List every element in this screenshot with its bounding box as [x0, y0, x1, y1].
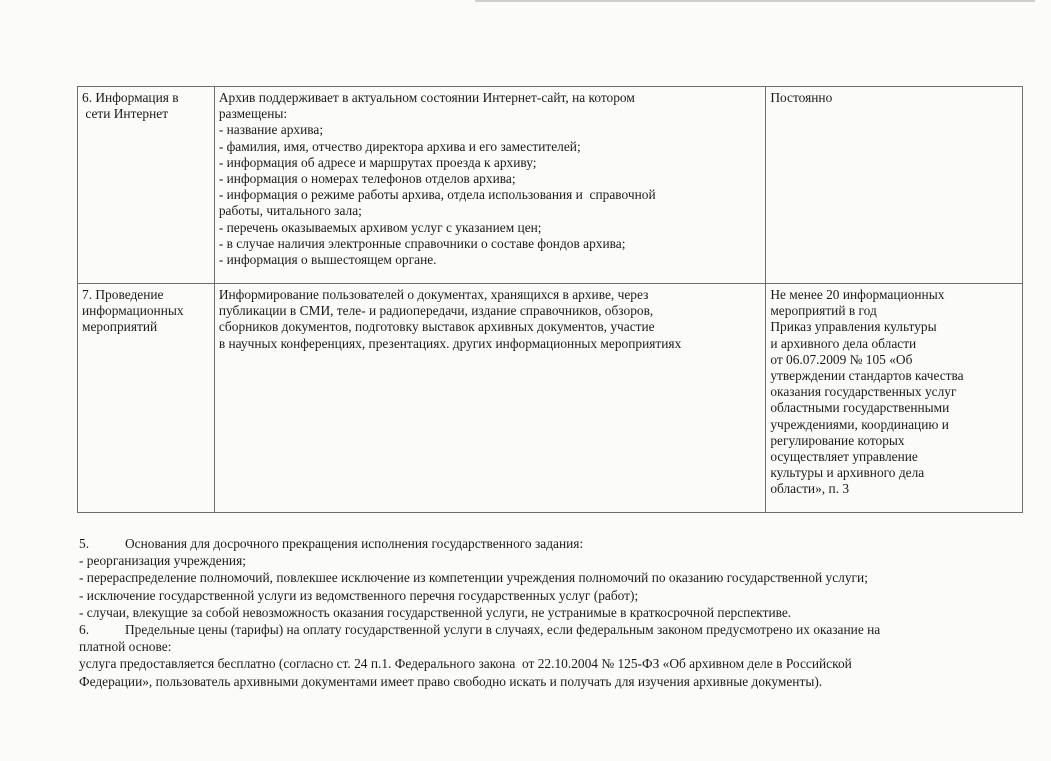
section-heading-text: Предельные цены (тарифы) на оплату государственной услуги в случаях, если федеральным законом предусмотрено их оказание на [125, 622, 881, 637]
content-line: Информирование пользователей о документах, хранящихся в архиве, через [218, 287, 649, 302]
row-frequency-cell [766, 284, 1023, 513]
table-row [78, 284, 1023, 513]
table-row [78, 87, 1023, 284]
frequency-line: от 06.07.2009 № 105 «Об [770, 351, 913, 367]
content-line: работы, читального зала; [218, 203, 362, 219]
content-line: публикации в СМИ, теле- и радиопередачи, издание справочников, обзоров, [218, 303, 654, 319]
frequency-line: учреждениями, координацию и [770, 416, 949, 432]
section-heading [79, 535, 1009, 552]
row-frequency-cell [766, 87, 1023, 284]
frequency-line: Постоянно [770, 90, 833, 105]
list-item: - исключение государственной услуги из ведомственного перечня государственных услуг (работ); [79, 587, 639, 603]
frequency-line: мероприятий в год [770, 303, 877, 319]
row-title: 7. Проведение [82, 287, 164, 302]
content-line: в научных конференциях, презентациях. других информационных мероприятиях [218, 335, 682, 351]
section-number: 5. [79, 536, 90, 551]
content-line: - название архива; [218, 122, 324, 138]
frequency-line: регулирование которых [770, 432, 905, 448]
section-heading-continued: платной основе: [79, 639, 172, 655]
content-line: - информация о номерах телефонов отделов архива; [218, 171, 516, 187]
paragraph-line: услуга предоставляется бесплатно (согласно ст. 24 п.1. Федерального закона от 22.10.2004 № 125-ФЗ «Об архивном деле в Российской [79, 656, 852, 672]
content-line: - в случае наличия электронные справочники о составе фондов архива; [218, 235, 626, 251]
section-price-limits [79, 621, 1009, 690]
content-line: сборников документов, подготовку выставок архивных документов, участие [218, 319, 655, 335]
frequency-line: оказания государственных услуг [770, 384, 957, 400]
list-item: - реорганизация учреждения; [79, 553, 246, 569]
frequency-line: Приказ управления культуры [770, 319, 937, 335]
paragraph-line: Федерации», пользователь архивными документами имеет право свободно искать и получать для изучения архивные документы). [79, 673, 823, 689]
content-line: размещены: [218, 106, 288, 122]
content-line: Архив поддерживает в актуальном состоянии Интернет-сайт, на котором [218, 90, 635, 105]
content-line: - информация об адресе и маршрутах проезда к архиву; [218, 154, 537, 170]
service-quality-table [77, 86, 1023, 513]
frequency-line: осуществляет управление [770, 449, 918, 465]
list-item: - перераспределение полномочий, повлекшее исключение из компетенции учреждения полномочий по оказанию государственной услуги; [79, 570, 868, 586]
row-title: сети Интернет [82, 106, 169, 122]
content-line: - перечень оказываемых архивом услуг с указанием цен; [218, 219, 542, 235]
section-number: 6. [79, 622, 90, 637]
content-line: - фамилия, имя, отчество директора архива и его заместителей; [218, 138, 581, 154]
frequency-line: областными государственными [770, 400, 950, 416]
frequency-line: Не менее 20 информационных [770, 287, 945, 302]
section-heading [79, 621, 1009, 638]
section-heading-text: Основания для досрочного прекращения исполнения государственного задания: [125, 536, 584, 551]
list-item: - случаи, влекущие за собой невозможность оказания государственной услуги, не устранимые в краткосрочной перспективе. [79, 604, 792, 620]
row-title: мероприятий [82, 319, 158, 335]
frequency-line: и архивного дела области [770, 335, 917, 351]
row-title-cell [78, 87, 215, 284]
frequency-line: области», п. 3 [770, 481, 850, 497]
section-early-termination [79, 535, 1009, 621]
row-title: 6. Информация в [82, 90, 179, 105]
content-line: - информация о режиме работы архива, отдела использования и справочной [218, 187, 656, 203]
content-line: - информация о вышестоящем органе. [218, 252, 437, 268]
row-content-cell [214, 87, 766, 284]
row-content-cell [214, 284, 766, 513]
frequency-line: культуры и архивного дела [770, 465, 925, 481]
frequency-line: утверждении стандартов качества [770, 368, 964, 384]
row-title-cell [78, 284, 215, 513]
row-title: информационных [82, 303, 184, 319]
